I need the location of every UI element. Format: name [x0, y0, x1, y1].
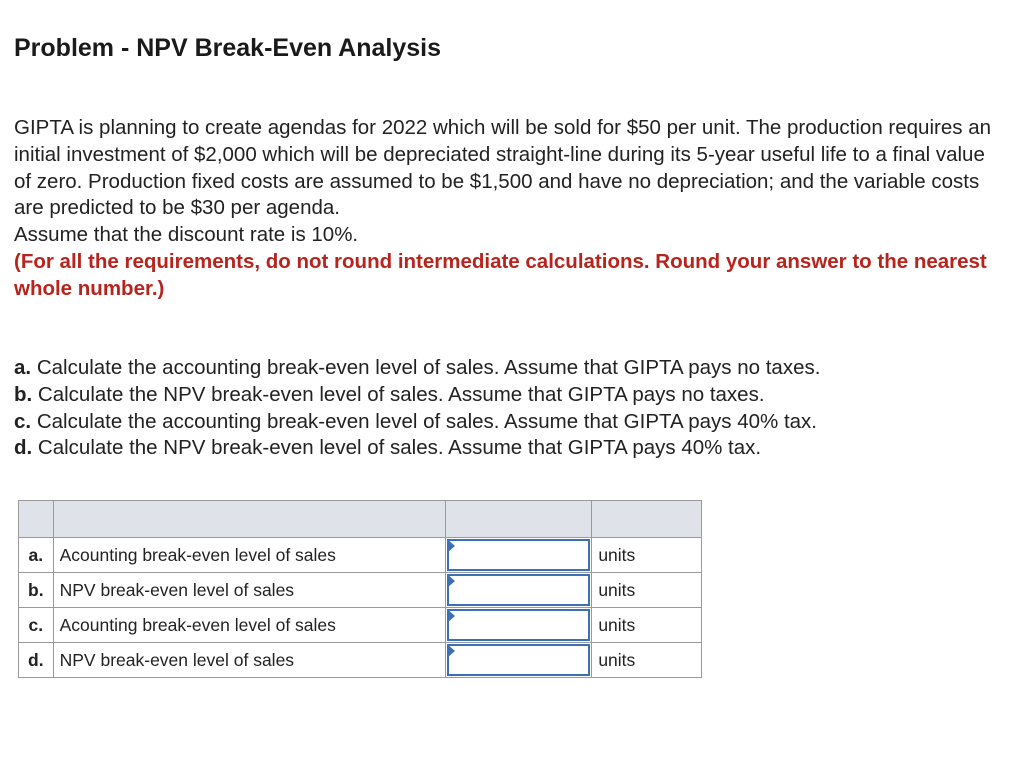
question-letter: d.	[14, 436, 33, 460]
answer-cell	[446, 608, 592, 643]
row-unit: units	[592, 573, 702, 608]
row-letter: a.	[19, 538, 54, 573]
answer-cell	[446, 643, 592, 678]
answer-table	[18, 500, 702, 678]
table-row	[19, 538, 702, 573]
row-label: Acounting break-even level of sales	[53, 608, 446, 643]
row-label: NPV break-even level of sales	[53, 573, 446, 608]
header-cell	[592, 501, 702, 538]
rounding-instructions: (For all the requirements, do not round intermediate calculations. Round your answer to the nearest whole number.)	[14, 249, 987, 300]
table-row	[19, 608, 702, 643]
row-letter: d.	[19, 643, 54, 678]
answer-cell	[446, 573, 592, 608]
answer-input-b[interactable]	[447, 574, 590, 606]
row-letter: c.	[19, 608, 54, 643]
table-row	[19, 643, 702, 678]
table-header-row	[19, 501, 702, 538]
row-label: Acounting break-even level of sales	[53, 538, 446, 573]
header-cell	[446, 501, 592, 538]
question-a	[14, 355, 1004, 382]
question-c	[14, 409, 1004, 436]
question-text: Calculate the NPV break-even level of sales. Assume that GIPTA pays 40% tax.	[37, 436, 762, 460]
question-text: Calculate the accounting break-even level of sales. Assume that GIPTA pays 40% tax.	[36, 409, 817, 433]
answer-input-a[interactable]	[447, 539, 590, 571]
discount-rate-note: Assume that the discount rate is 10%.	[14, 223, 359, 247]
row-unit: units	[592, 608, 702, 643]
question-d	[14, 435, 1004, 462]
answer-cell	[446, 538, 592, 573]
header-cell	[53, 501, 446, 538]
problem-statement	[14, 115, 1004, 303]
row-unit: units	[592, 643, 702, 678]
row-unit: units	[592, 538, 702, 573]
question-b	[14, 382, 1004, 409]
question-letter: c.	[14, 409, 32, 433]
answer-input-c[interactable]	[447, 609, 590, 641]
question-letter: b.	[14, 382, 33, 406]
header-cell	[19, 501, 54, 538]
question-letter: a.	[14, 356, 32, 379]
question-list	[14, 355, 1004, 462]
answer-input-d[interactable]	[447, 644, 590, 676]
page-title: Problem - NPV Break-Even Analysis	[14, 34, 442, 62]
problem-description: GIPTA is planning to create agendas for 2022 which will be sold for $50 per unit. The production requires an initial investment of $2,000 which will be depreciated straight-line during its 5-year useful life to a final value of zero. Production fixed costs are assumed to be $1,500 and have no depreciation; and the variable costs are predicted to be $30 per agenda.	[14, 116, 991, 220]
table-row	[19, 573, 702, 608]
question-text: Calculate the NPV break-even level of sales. Assume that GIPTA pays no taxes.	[37, 382, 765, 406]
row-letter: b.	[19, 573, 54, 608]
question-text: Calculate the accounting break-even level of sales. Assume that GIPTA pays no taxes.	[36, 356, 821, 379]
row-label: NPV break-even level of sales	[53, 643, 446, 678]
